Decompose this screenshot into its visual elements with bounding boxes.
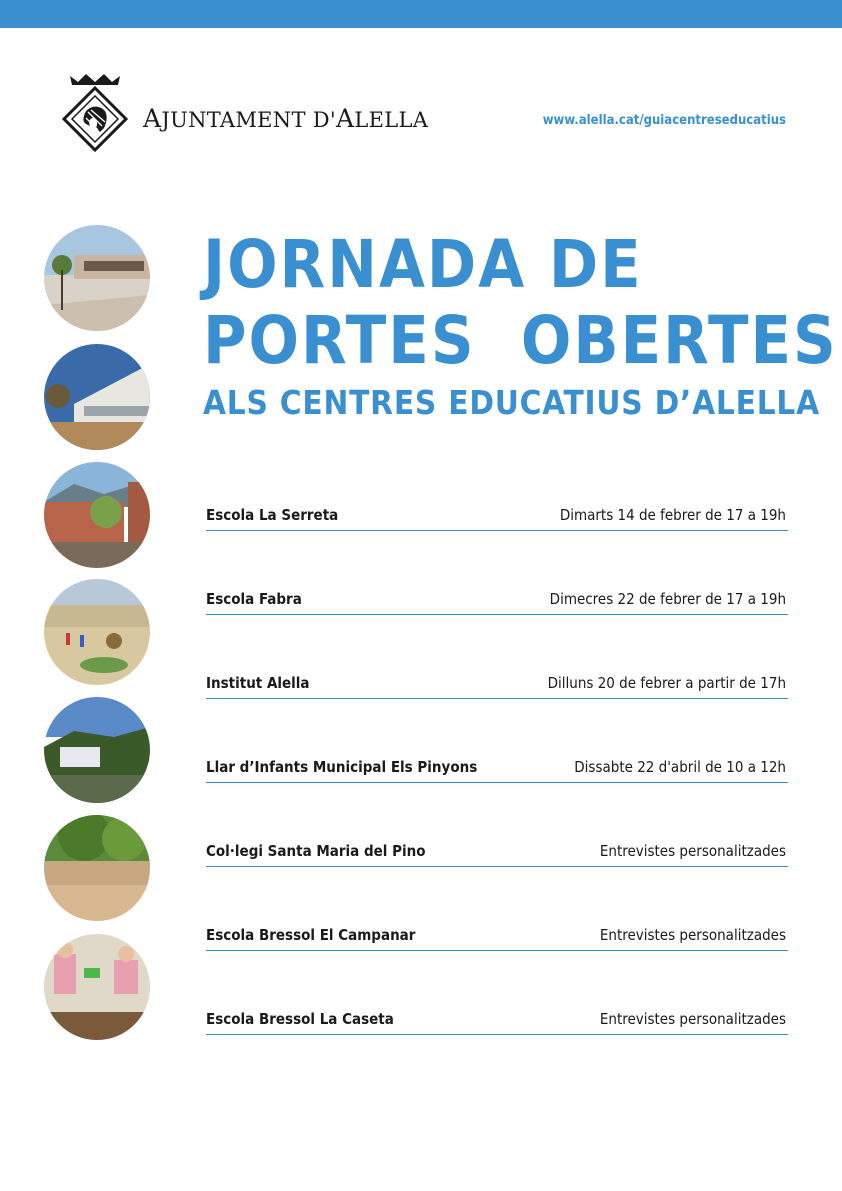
school-name: Llar d’Infants Municipal Els Pinyons [206,758,478,776]
schedule-row [206,842,788,867]
school-schedule: Entrevistes personalitzades [599,926,786,944]
school-name: Escola Bressol El Campanar [206,926,416,944]
org-initial-a: A [143,104,162,133]
school-schedule: Entrevistes personalitzades [599,842,786,860]
title-line-1: JORNADA DE [203,226,643,303]
school-name: Escola Bressol La Caseta [206,1010,394,1028]
schedule-row [206,926,788,951]
school-photo-1 [44,225,150,331]
school-name: Escola Fabra [206,590,302,608]
school-photo-4 [44,579,150,685]
schedule-row [206,506,788,531]
title-subtitle: ALS CENTRES EDUCATIUS D’ALELLA [203,383,820,422]
guide-url-link[interactable]: www.alella.cat/guiacentreseducatius [542,113,786,128]
top-accent-bar [0,0,842,28]
school-schedule: Dilluns 20 de febrer a partir de 17h [547,674,786,692]
ajuntament-logo [60,72,130,154]
school-photo-2 [44,344,150,450]
school-photo-5 [44,697,150,803]
school-photo-6 [44,815,150,921]
school-photo-7 [44,934,150,1040]
schedule-row [206,590,788,615]
school-name: Col·legi Santa Maria del Pino [206,842,426,860]
school-name: Escola La Serreta [206,506,339,524]
school-schedule: Dissabte 22 d'abril de 10 a 12h [574,758,786,776]
school-schedule: Entrevistes personalitzades [599,1010,786,1028]
school-schedule: Dimecres 22 de febrer de 17 a 19h [549,590,786,608]
org-name-part1: JUNTAMENT D' [161,108,336,132]
crown-shield-icon [60,72,130,154]
org-initial-alella: A [335,104,355,133]
schedule-row [206,758,788,783]
school-schedule: Dimarts 14 de febrer de 17 a 19h [559,506,786,524]
schedule-row [206,1010,788,1035]
organization-name [143,104,428,133]
school-name: Institut Alella [206,674,310,692]
schedule-row [206,674,788,699]
title-line-2: PORTES OBERTES [203,302,838,379]
school-photo-3 [44,462,150,568]
org-name-part2: LELLA [354,108,429,132]
